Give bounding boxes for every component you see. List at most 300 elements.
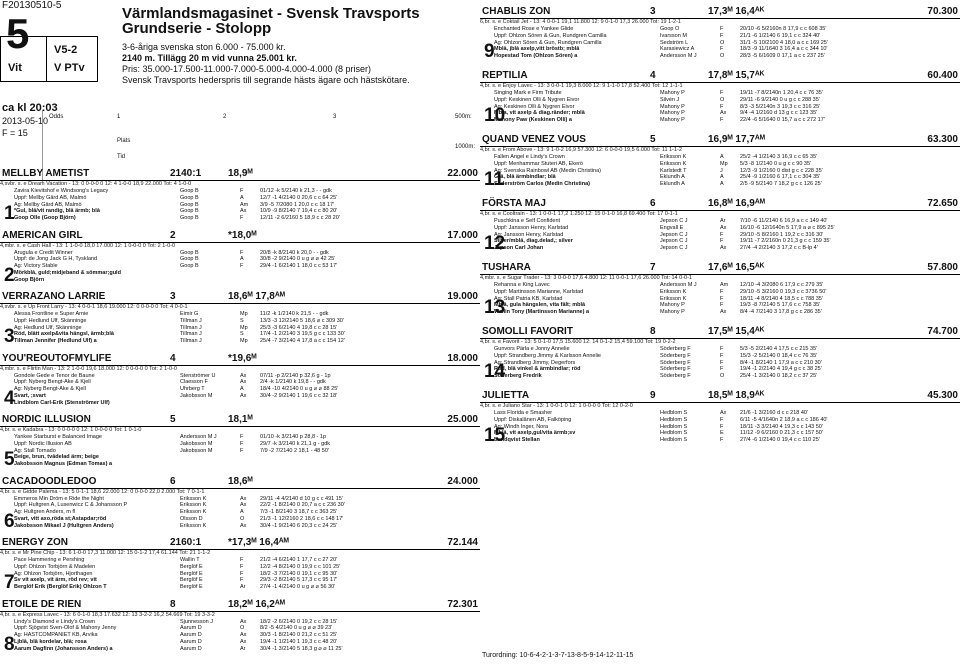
race-number: 5 (6, 10, 30, 57)
form-line (480, 410, 960, 417)
form-driver: Aarum D (180, 638, 202, 645)
form-line (0, 639, 480, 646)
form-line (0, 571, 480, 578)
horse-name: VERRAZANO LARRIE (2, 291, 106, 302)
form-result: 7/10 -6 11/2140 6 16,9 a c c 149 40' (740, 218, 828, 224)
form-track: F (720, 231, 724, 238)
form-driver: Eriksson K (180, 522, 207, 529)
horse-distance: 6 (170, 475, 176, 487)
form-result: 01/10 -k 3/2140 p 28,8 - 1p (260, 434, 327, 440)
form-line (0, 195, 480, 202)
form-track: F (720, 302, 724, 309)
form-track: F (720, 26, 724, 32)
form-driver: Goop B (180, 188, 199, 194)
form-result: 20/8 -k 8/2140 k 20,0 - - gdk (260, 249, 329, 256)
race-title-line2: Grundserie - Stolopp (122, 20, 272, 37)
form-line (0, 441, 480, 448)
form-info: Mörkblå, guld;midjeband & sömmar;guld (14, 269, 121, 276)
form-track: Ax (720, 410, 727, 416)
form-line (0, 270, 480, 277)
form-driver: Aarum D (180, 645, 202, 652)
form-line (0, 502, 480, 509)
horse-header (0, 168, 480, 181)
form-result: 29/4 -1 6/2140 1 18,0 c c 53 17' (260, 263, 338, 270)
form-line (480, 430, 960, 437)
form-info: Singing Mark e Firm Tribute (494, 90, 562, 96)
form-driver: Olsson D (180, 515, 203, 522)
horse-stats: 4,br. s. e Kadabra - 13: 0 0-0-0 0 12: 1 0-0-0 0 Tot: 1 0-1-0 (0, 427, 142, 433)
form-track: Å (720, 174, 724, 181)
form-result: 6/11 -5 4/1640n 2 18,9 a c c 186 40' (740, 416, 828, 423)
form-line (0, 632, 480, 639)
form-track: F (720, 90, 724, 96)
form-driver: Goop B (180, 256, 199, 263)
horse-stats: 6,br. s. e Coktail Jet - 13: 4 0-0-1 19,1 11.800 12: 9 0-1-0 17,3 26.000 Tot: 19 1-2-1 (480, 19, 681, 25)
horse-name: REPTILIA (482, 70, 528, 81)
form-result: 19/4 -1 2/2140 4 19,4 g c c 38 25' (740, 366, 822, 373)
form-result: 22/2 -1 8/2140 0 20,7 a c c 236 30' (260, 502, 345, 509)
form-driver: Wallin T (180, 557, 200, 563)
horse-record: 18,6ᴹ 17,8ᴬᴹ (228, 291, 285, 302)
form-result: 5/3 -5 2/2140 4 17,5 c c 215 35' (740, 346, 818, 352)
horse-record: 16,9ᴹ 17,7ᴬᴹ (708, 134, 765, 145)
form-track: F (240, 434, 244, 440)
horse-stats: 4,mbr. s. e Sugar Trader - 13: 3 0-0-0 17,6 4.800 12: 11 0-0-1 17,6 26.000 Tot: 14 0-0-1 (480, 275, 692, 281)
form-driver: Goop O (660, 26, 680, 32)
horse-record: 18,1ᴹ (228, 414, 253, 425)
form-result: 28/3 -5 6/1609 0 17,1 a c c 237 25' (740, 53, 825, 60)
form-info: Uppf: Nyberg Bengt-Åke & Kjell (14, 379, 91, 386)
form-driver: Eklundh A (660, 174, 685, 181)
form-info: Emmeros Min Dröm e Ride the Night (14, 495, 104, 502)
form-line (480, 245, 960, 252)
form-track: F (240, 440, 244, 447)
form-line (0, 461, 480, 468)
form-result: 30/3 -1 8/2140 0 21,2 c c 51 25' (260, 632, 338, 639)
form-track: F (720, 352, 724, 359)
form-line (480, 218, 960, 225)
horse-header (0, 414, 480, 427)
form-result: 12/3 -9 1/2160 0 dist g c c 228 35' (740, 167, 823, 174)
race-title (122, 6, 420, 36)
form-info: Uppf: Jansson Henry, Karlstad (494, 224, 569, 231)
race-info-line: Pris: 35.000-17.500-11.000-7.000-5.000-4.000-4.000 (8 priser) (122, 64, 371, 74)
horse-entry (0, 230, 480, 284)
form-result: 21/1 -6 1/2140 6 19,1 c c 324 40' (740, 32, 821, 39)
horse-record: 17,3ᴹ 16,4ᴬᴷ (708, 6, 765, 17)
form-line (0, 208, 480, 215)
form-result: 18/2 -2 6/2140 0 19,2 c c 28 15' (260, 618, 338, 625)
form-info: Uppf: Martinsson Marianne, Karlstad (494, 288, 584, 295)
form-info: Mbla, vit axelp & diag.ränder; mblå (494, 110, 585, 117)
form-line (0, 434, 480, 441)
start-number: 4 (4, 387, 15, 409)
form-track: Ax (240, 379, 247, 386)
form-result: 25/4 -7 3/2140 4 17,8 a c c 154 12' (260, 338, 345, 345)
form-info: Gunvors Pärla e Jonny Annelie (494, 346, 570, 352)
form-driver: Tillman J (180, 324, 202, 331)
form-info: Svart, vitt axo,röda st;Åstapdar;röd (14, 515, 107, 522)
horse-distance: 8 (170, 598, 176, 610)
form-result: 19/11 -7 8/2140n 1 20,4 c c 76 35' (740, 90, 823, 96)
form-info: *Gul, blå/vit randig, blå ärmb; blå (14, 208, 100, 215)
game-vptv: V PTv (54, 62, 85, 74)
horse-header (0, 599, 480, 612)
form-driver: Söderberg F (660, 373, 691, 380)
horse-name: YOU'REOUTOFMYLIFE (2, 352, 112, 364)
form-line (480, 309, 960, 316)
horse-entry (480, 6, 960, 60)
horse-header (0, 537, 480, 550)
form-driver: Claesson F (180, 379, 208, 386)
form-line (0, 325, 480, 332)
form-line (0, 379, 480, 386)
form-driver: Uhrberg T (180, 386, 205, 393)
form-info: Mblå, jblå axelp,vitt bröstb; mblå (494, 46, 580, 53)
horse-earnings: 72.650 (927, 198, 958, 209)
form-driver: Söderberg F (660, 352, 691, 359)
start-number: 3 (4, 326, 15, 347)
horse-distance: 2160:1 (170, 537, 202, 548)
form-line (480, 174, 960, 181)
form-result: 29/7 -k 3/2140 k 21,1 g - gdk (260, 440, 331, 447)
form-driver: Söderberg F (660, 366, 691, 373)
horse-stats: 4,br. s. e Favorit - 13: 5 0-1-0 17,5 15.600 12: 14 0-1-2 15,4 59.100 Tot: 19 0-2-2 (480, 339, 676, 345)
form-track: F (720, 416, 724, 423)
horse-stats: 4,br. s. e Express Lavec - 13: 6 0-1-0 18,3 17.632 12: 13 3-2-2 16,2 54.669 Tot: 19 3-3-2 (0, 611, 215, 618)
form-line (0, 646, 480, 653)
horse-distance: 2140:1 (170, 168, 202, 179)
form-track: Å (720, 154, 724, 160)
form-driver: Mahony P (660, 90, 685, 96)
horse-distance: 5 (170, 414, 176, 425)
start-number: 10 (484, 105, 506, 126)
form-line (480, 46, 960, 53)
form-track: F (720, 366, 724, 373)
race-info-line: 3-6-åriga svenska ston 6.000 - 75.000 kr. (122, 42, 286, 52)
form-track: F (240, 215, 244, 222)
form-track: Mp (240, 324, 248, 331)
form-line (480, 168, 960, 175)
horse-entry (0, 414, 480, 468)
form-driver: Söderberg F (660, 346, 691, 352)
form-line (480, 26, 960, 33)
form-driver: Eimir G (180, 311, 199, 317)
odds-1000m: 1000m: (455, 144, 476, 150)
form-driver: Mahony P (660, 302, 685, 309)
form-driver: Eriksson K (660, 160, 687, 167)
form-driver: Eriksson K (180, 502, 207, 509)
form-driver: Eklundh A (660, 181, 685, 188)
form-driver: Goop B (180, 201, 199, 208)
start-number: 12 (484, 233, 506, 254)
form-driver: Eriksson K (180, 509, 207, 516)
form-driver: Mahony P (660, 309, 685, 316)
form-driver: Goop B (180, 208, 199, 215)
horse-earnings: 57.800 (927, 262, 958, 273)
form-result: 8/4 -4 7/2140 3 17,8 g c c 286 35' (740, 309, 822, 316)
form-info: Berglöf Erik (Berglöf Erik) Ohlzon T (14, 584, 107, 591)
horse-earnings: 60.400 (927, 70, 958, 81)
form-info: Lindblom Carl-Erik (Stenströmer Ulf) (14, 399, 110, 406)
form-track: S (240, 317, 244, 324)
form-track: F (720, 423, 724, 430)
form-track: Ö (720, 53, 725, 60)
form-info: Goop Björn (14, 276, 45, 283)
form-result: 11/12 -9 6/2160 0 21,3 c c 157 50' (740, 430, 823, 437)
form-line (480, 424, 960, 431)
form-info: Mahony Paw (Keskinen Olli) a (494, 117, 572, 124)
form-track: Å (240, 386, 244, 393)
form-driver: Eriksson K (660, 288, 687, 295)
form-driver: Berglöf E (180, 584, 203, 591)
form-track: F (240, 447, 244, 454)
form-result: 12/7 -1 4/2140 0 20,6 c c 64 25' (260, 194, 338, 201)
odds-plats: Plats (117, 138, 131, 144)
form-result: 30/4 -1 3/2140 5 18,3 g ⌀ ⌀ 11 25' (260, 645, 343, 652)
horse-name: ETOILE DE RIEN (2, 598, 82, 610)
form-driver: Engvall E (660, 224, 684, 231)
horse-record: 17,5ᴹ 15,4ᴬᴷ (708, 326, 765, 337)
form-line (0, 311, 480, 318)
form-line (480, 238, 960, 245)
form-track: Ax (240, 638, 247, 645)
form-line (0, 509, 480, 516)
form-info: Röd, blå vinkel & ärmbindlar; röd (494, 366, 581, 373)
start-number: 9 (484, 41, 495, 62)
odds-col-1: 1 (117, 114, 121, 120)
form-result: 25/4 -1 3/2140 0 18,2 c c 37 25' (740, 373, 818, 380)
form-info: Uppf: Mellby Gård AB, Malmö (14, 194, 87, 201)
form-line (480, 232, 960, 239)
form-info: Äg: Nyberg Bengt-Åke & Kjell (14, 386, 86, 393)
form-line (0, 400, 480, 407)
horse-stats: 4,br. s. e Cooltrain - 13: 1 0-0-1 17,2 1.250 12: 15 0-1-0 16,8 69.400 Tot: 17 0-1-1 (480, 211, 678, 217)
form-driver: Andersson M J (660, 53, 697, 60)
horse-stats: 4,br. s. e Gidde Palema - 13: 5 0-1-1 18,6 22.000 12: 0 0-0-0 22,0 2.000 Tot: 7 0-1-1 (0, 488, 205, 495)
horse-header (0, 476, 480, 489)
form-info: Sv vit axelp, vit ärm, röd rev; vit (14, 577, 97, 584)
horse-record: 17,6ᴹ 16,5ᴬᴷ (708, 262, 765, 273)
form-result: 12/2 -4 8/2140 0 19,9 c c 101 25' (260, 563, 341, 570)
horse-name: TUSHARA (482, 262, 531, 273)
start-number: 13 (484, 297, 506, 318)
form-line (0, 338, 480, 345)
form-line (0, 331, 480, 338)
horse-header (0, 291, 480, 304)
form-result: 30/4 -2 9/2140 1 19,6 c c 32 18' (260, 392, 338, 399)
horse-name: CACADOODLEDOO (2, 475, 97, 487)
form-info: Svart, ;svart (14, 392, 46, 399)
form-info: Jakobsson Magnus (Edman Tomas) a (14, 461, 113, 468)
race-id: F20130510-5 (2, 0, 62, 11)
form-driver: Goop B (180, 249, 199, 256)
horse-record: *18,0ᴹ (228, 229, 257, 241)
form-track: Ax (240, 632, 247, 639)
horse-distance: 3 (650, 6, 656, 17)
form-line (0, 318, 480, 325)
form-track: Å (240, 509, 244, 516)
form-track: F (240, 577, 244, 584)
form-driver: Jakobsson M (180, 392, 213, 399)
form-info: Jakobsson Mikael J (Hultgren Anders) (14, 522, 114, 529)
horse-header (480, 6, 960, 19)
form-info: Pace Hammering e Pershing (14, 557, 85, 563)
form-track: Mp (240, 311, 248, 317)
form-info: Uppf: Strandberg Jimmy & Karlsson Annelie (494, 352, 601, 359)
form-driver: Jepson C J (660, 238, 688, 245)
form-track: F (240, 557, 244, 563)
form-track: F (720, 288, 724, 295)
form-driver: Stenströmer U (180, 372, 216, 379)
form-driver: Hedblom S (660, 410, 688, 416)
form-info: Silver/mblå, diag.delad,; silver (494, 238, 573, 245)
form-info: Aarum Dagfinn (Johansson Anders) a (14, 645, 113, 652)
form-result: 30/4 -1 9/2140 6 20,3 c c 24 25' (260, 522, 338, 529)
form-result: 9/4 -4 1/2160 d 13 g c c 123 35' (740, 110, 818, 117)
race-info (122, 42, 410, 86)
form-driver: Ivarsson M (660, 32, 687, 39)
form-info: Äg: Victory Stable (14, 263, 58, 270)
form-result: 2/4 -k 1/2140 k 19,8 - - gdk (260, 379, 326, 386)
form-driver: Tillman J (180, 338, 202, 345)
odds-tid: Tid (117, 154, 126, 160)
form-track: Ö (240, 625, 245, 632)
form-track: F (720, 46, 724, 53)
form-result: 01/12 -k 5/2140 k 21,3 - - gdk (260, 188, 332, 194)
form-info: Lindy's Diamond e Lindy's Crown (14, 618, 95, 625)
form-info: Mblå, vit axelp,gul/vita ärmb;sv (494, 430, 576, 437)
form-line (0, 277, 480, 284)
form-driver: Silvén J (660, 96, 680, 103)
form-info: Goop Olle (Goop Björn) (14, 215, 76, 222)
form-line (0, 625, 480, 632)
horse-earnings: 72.144 (447, 537, 478, 548)
horse-header (480, 326, 960, 339)
form-result: 7/9 -2 7/2140 2 18,1 - 48 50' (260, 447, 329, 454)
horse-distance: 7 (650, 262, 656, 273)
form-result: 27/4 -1 4/2140 0 u g ⌀ ⌀ 56 30' (260, 584, 336, 591)
form-driver: Sedström L (660, 39, 689, 46)
start-number: 11 (484, 169, 505, 190)
horse-header (480, 134, 960, 147)
form-driver: Eriksson K (660, 154, 687, 160)
horse-name: AMERICAN GIRL (2, 229, 83, 241)
form-driver: Söderberg F (660, 359, 691, 366)
form-line (0, 188, 480, 195)
form-line (480, 154, 960, 161)
form-info: Uppf: Keskinen Olli & Nygren Eivor (494, 96, 580, 103)
form-info: Uppf: Ohlzon Sören & Gun, Rundgren Camilla (494, 32, 607, 39)
form-driver: Goop B (180, 263, 199, 270)
form-track: F (240, 570, 244, 577)
form-track: Åm (720, 282, 729, 288)
form-driver: Mahony P (660, 103, 685, 110)
form-result: 18/3 -9 11/1640 3 16,4 a c c 344 10' (740, 46, 828, 53)
form-result: 29/10 -5 8/2160 1 19,2 c c 316 30' (740, 231, 824, 238)
horse-name: CHABLIS ZON (482, 6, 551, 17)
form-line (480, 289, 960, 296)
horse-earnings: 74.700 (927, 326, 958, 337)
horse-earnings: 18.000 (447, 352, 478, 364)
form-info: Gondole Gede e Tenor de Baune (14, 372, 95, 379)
form-driver: Hedblom S (660, 437, 688, 444)
form-result: 25/4 -9 1/2160 6 17,1 c c 304 35' (740, 174, 821, 181)
form-line (0, 373, 480, 380)
form-info: Röd, blått axelp&vita hängsl, ärmb;blå (14, 331, 114, 338)
form-driver: Hedblom S (660, 423, 688, 430)
form-result: 19/11 -7 2/2160n 0 21,3 g c c 159 35' (740, 238, 831, 245)
color-label: Vit (8, 62, 22, 74)
form-driver: Aarum D (180, 632, 202, 639)
horse-header (480, 390, 960, 403)
horse-record: *19,6ᴹ (228, 352, 257, 364)
form-info: Fallen Angel e Lindy's Crown (494, 154, 565, 160)
horse-header (0, 353, 480, 366)
form-info: Hopestad Tom (Ohlzon Sören) a (494, 53, 578, 60)
horse-earnings: 24.000 (447, 475, 478, 487)
form-result: 18/11 -4 8/2140 4 18,5 c c 788 35' (740, 295, 823, 302)
form-info: Wallin Tony (Martinsson Marianne) a (494, 309, 590, 316)
race-date: 2013-05-10 (2, 116, 49, 126)
form-result: 12/11 -2 6/2160 5 18,9 c c 28 20' (260, 215, 340, 222)
form-track: F (720, 103, 724, 110)
horse-name: SOMOLLI FAVORIT (482, 326, 573, 337)
form-line (0, 393, 480, 400)
form-line (0, 584, 480, 591)
form-info: Söderström Carlos (Medin Christina) (494, 181, 590, 188)
horse-name: MELLBY AMETIST (2, 168, 90, 179)
form-info: Mblå, gula hängslen, vita fält; mblå (494, 302, 586, 309)
horse-name: QUAND VENEZ VOUS (482, 134, 586, 145)
horse-record: 17,8ᴹ 15,7ᴬᴷ (708, 70, 765, 81)
form-result: 8/4 -1 8/2140 1 17,9 a c c 210 30' (740, 359, 822, 366)
horse-name: NORDIC ILLUSION (2, 414, 91, 425)
form-info: Äg: Ohlzon Torbjörn, Hjorthagen (14, 570, 93, 577)
form-line (480, 33, 960, 40)
form-result: 07/11 -p 2/2140 p 32,6 g - 1p (260, 372, 331, 379)
form-result: 29/3 -2 8/2140 5 17,3 c c 95 17' (260, 577, 338, 584)
horse-stats: 4,svbr. s. e Dream Vacation - 13: 0 0-0-0 0 12: 4 1-0-0 18,9 22.000 Tot: 4 1-0-0 (0, 181, 192, 187)
horse-header (480, 262, 960, 275)
form-driver: Eriksson K (660, 295, 687, 302)
form-result: 27/4 -4 2/2140 3 17,2 c c B-lp 4' (740, 245, 818, 252)
horse-entry (0, 537, 480, 591)
horse-record: 16,8ᴹ 16,9ᴬᴹ (708, 198, 765, 209)
form-driver: Berglöf E (180, 570, 203, 577)
form-track: Ax (240, 208, 247, 215)
form-driver: Jepson C J (660, 245, 688, 252)
form-info: Arugula e Credit Winner (14, 249, 73, 256)
start-number: 2 (4, 264, 15, 286)
form-result: 17/4 -1 2/2140 3 19,5 g c c 133 30' (260, 331, 345, 338)
form-line (480, 346, 960, 353)
form-result: 7/3 -1 8/2140 3 18,7 c c 363 25' (260, 509, 338, 516)
form-driver: Karasiewicz A (660, 46, 695, 53)
form-line (480, 437, 960, 444)
form-result: 30/8 -2 9/2140 0 u g ⌀ ⌀ 42 25' (260, 256, 336, 263)
form-track: F (240, 563, 244, 570)
horse-stats: 4,mbr. s. e Cash Hall - 13: 1 1-0-0 18,0 17.000 12: 1 0-0-0 0 Tot: 2 1-0-0 (0, 242, 176, 249)
form-info: Yankee Starburst e Balanced Image (14, 434, 102, 440)
horse-distance: 4 (170, 352, 176, 364)
form-track: F (240, 249, 244, 256)
form-track: Åm (240, 201, 249, 208)
race-info-line: 2140 m. Tillägg 20 m vid vunna 25.001 kr. (122, 53, 297, 63)
horse-earnings: 22.000 (447, 168, 478, 179)
form-line (480, 181, 960, 188)
horse-entry (480, 70, 960, 124)
